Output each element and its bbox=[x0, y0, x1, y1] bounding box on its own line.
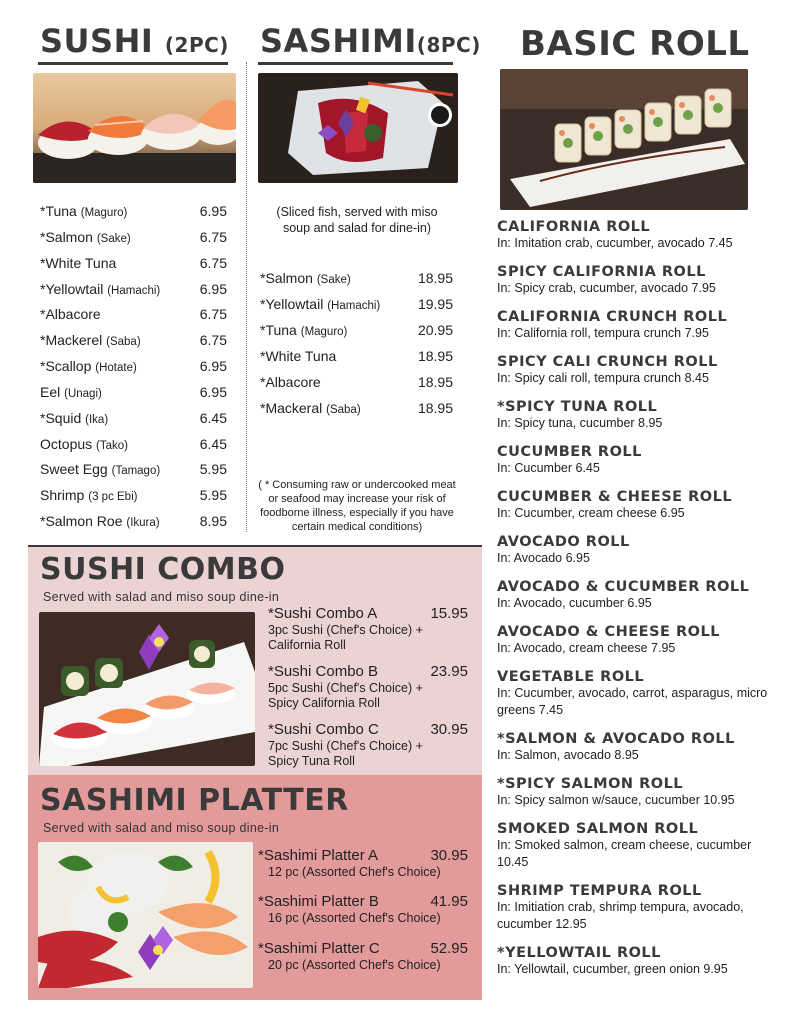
roll-item bbox=[497, 354, 782, 387]
roll-name: SMOKED SALMON ROLL bbox=[497, 821, 699, 837]
item-price: 8.95 bbox=[199, 513, 227, 529]
list-item bbox=[40, 436, 128, 452]
list-item bbox=[260, 400, 361, 416]
combo-description: 5pc Sushi (Chef's Choice) + bbox=[268, 681, 423, 695]
basic-roll-title: BASIC ROLL bbox=[520, 24, 750, 64]
sashimi-title-count: (8PC) bbox=[416, 33, 481, 57]
list-item bbox=[40, 487, 137, 503]
item-name: *White Tuna bbox=[260, 348, 337, 364]
list-item bbox=[260, 296, 380, 312]
roll-description: In: Spicy crab, cucumber, avocado 7.95 bbox=[497, 281, 716, 295]
roll-item bbox=[497, 776, 782, 809]
item-japanese: (Hotate) bbox=[95, 362, 137, 374]
item-japanese: (Maguro) bbox=[80, 207, 128, 219]
item-name: Octopus bbox=[40, 436, 93, 452]
roll-item bbox=[497, 219, 782, 252]
list-item bbox=[40, 384, 102, 400]
roll-item bbox=[497, 399, 782, 432]
sashimi-title-underline bbox=[258, 62, 453, 65]
sushi-photo bbox=[33, 73, 236, 183]
roll-item bbox=[497, 731, 782, 764]
roll-item bbox=[497, 821, 782, 871]
sashimi-description: (Sliced fish, served with miso soup and salad for dine-in) bbox=[276, 205, 438, 235]
item-price: 6.75 bbox=[199, 332, 227, 348]
sushi-combo-subtitle: Served with salad and miso soup dine-in bbox=[43, 590, 280, 604]
item-name: *Scallop bbox=[40, 358, 92, 374]
item-price: 6.45 bbox=[199, 410, 227, 426]
item-price: 6.75 bbox=[199, 255, 227, 271]
item-japanese: (Saba) bbox=[106, 336, 141, 348]
roll-description: In: Avocado, cucumber 6.95 bbox=[497, 596, 652, 610]
list-item bbox=[40, 358, 137, 374]
list-item bbox=[40, 203, 127, 219]
roll-description: In: California roll, tempura crunch 7.95 bbox=[497, 326, 709, 340]
roll-item bbox=[497, 309, 782, 342]
sushi-title-underline bbox=[38, 62, 228, 65]
roll-description: In: Spicy tuna, cucumber 8.95 bbox=[497, 416, 663, 430]
column-divider bbox=[246, 62, 247, 532]
item-price: 6.95 bbox=[199, 384, 227, 400]
platter-description: 20 pc (Assorted Chef's Choice) bbox=[268, 958, 441, 972]
item-price: 18.95 bbox=[417, 270, 453, 286]
roll-name: AVOCADO & CUCUMBER ROLL bbox=[497, 579, 750, 595]
roll-item bbox=[497, 883, 782, 933]
item-price: 19.95 bbox=[417, 296, 453, 312]
combo-description: Spicy Tuna Roll bbox=[268, 754, 355, 768]
roll-name: CALIFORNIA ROLL bbox=[497, 219, 651, 235]
sushi-combo-title: SUSHI COMBO bbox=[40, 552, 286, 587]
roll-description: In: Salmon, avocado 8.95 bbox=[497, 748, 639, 762]
list-item bbox=[40, 255, 116, 271]
roll-description: In: Yellowtail, cucumber, green onion 9.95 bbox=[497, 962, 728, 976]
item-price: 6.95 bbox=[199, 358, 227, 374]
item-name: *Mackeral bbox=[260, 400, 323, 416]
roll-name: SPICY CALIFORNIA ROLL bbox=[497, 264, 706, 280]
sushi-title-count: (2PC) bbox=[164, 33, 229, 57]
combo-description: Spicy California Roll bbox=[268, 696, 380, 710]
raw-food-warning: ( * Consuming raw or undercooked meat or seafood may increase your risk of foodborne illness, especially if you have certain medical conditions) bbox=[258, 479, 456, 533]
roll-item bbox=[497, 444, 782, 477]
item-name: Sweet Egg bbox=[40, 461, 108, 477]
list-item bbox=[260, 322, 347, 338]
roll-name: *SPICY SALMON ROLL bbox=[497, 776, 684, 792]
roll-name: SPICY CALI CRUNCH ROLL bbox=[497, 354, 718, 370]
item-price: 18.95 bbox=[417, 400, 453, 416]
roll-description: In: Avocado 6.95 bbox=[497, 551, 590, 565]
sashimi-platter-subtitle: Served with salad and miso soup dine-in bbox=[43, 821, 280, 835]
roll-description: In: Cucumber, cream cheese 6.95 bbox=[497, 506, 685, 520]
item-japanese: (Hamachi) bbox=[107, 285, 161, 297]
item-name: *Squid bbox=[40, 410, 82, 426]
list-item bbox=[40, 332, 141, 348]
roll-name: *YELLOWTAIL ROLL bbox=[497, 945, 661, 961]
combo-name: *Sushi Combo A bbox=[268, 605, 378, 622]
roll-name: CUCUMBER ROLL bbox=[497, 444, 642, 460]
platter-description: 12 pc (Assorted Chef's Choice) bbox=[268, 865, 441, 879]
roll-name: SHRIMP TEMPURA ROLL bbox=[497, 883, 702, 899]
roll-item bbox=[497, 579, 782, 612]
list-item bbox=[40, 306, 101, 322]
item-japanese: (Tako) bbox=[96, 440, 128, 452]
item-name: *Albacore bbox=[40, 306, 101, 322]
roll-item bbox=[497, 669, 782, 719]
combo-name: *Sushi Combo C bbox=[268, 721, 379, 738]
item-name: *Albacore bbox=[260, 374, 321, 390]
roll-item bbox=[497, 489, 782, 522]
platter-name: *Sashimi Platter A bbox=[258, 847, 379, 864]
combo-description: California Roll bbox=[268, 638, 346, 652]
item-name: *Salmon bbox=[40, 229, 93, 245]
item-name: *Tuna bbox=[260, 322, 297, 338]
roll-item bbox=[497, 534, 782, 567]
item-price: 6.95 bbox=[199, 281, 227, 297]
item-name: *Salmon bbox=[260, 270, 313, 286]
combo-description: 3pc Sushi (Chef's Choice) + bbox=[268, 623, 423, 637]
roll-description: In: Cucumber, avocado, carrot, asparagus, micro greens 7.45 bbox=[497, 686, 768, 717]
item-japanese: (Ika) bbox=[85, 414, 109, 426]
roll-name: *SALMON & AVOCADO ROLL bbox=[497, 731, 735, 747]
sashimi-photo bbox=[258, 73, 458, 183]
item-name: Eel bbox=[40, 384, 61, 400]
item-name: *Mackerel bbox=[40, 332, 103, 348]
item-price: 20.95 bbox=[417, 322, 453, 338]
item-price: 6.95 bbox=[199, 203, 227, 219]
item-japanese: (Unagi) bbox=[64, 388, 102, 400]
platter-price: 52.95 bbox=[430, 940, 468, 957]
roll-description: In: Imitation crab, cucumber, avocado 7.45 bbox=[497, 236, 733, 250]
sashimi-platter-title: SASHIMI PLATTER bbox=[40, 783, 349, 818]
item-japanese: (Sake) bbox=[316, 274, 351, 286]
roll-name: CUCUMBER & CHEESE ROLL bbox=[497, 489, 733, 505]
sashimi-platter-photo bbox=[38, 842, 253, 988]
platter-name: *Sashimi Platter B bbox=[258, 893, 379, 910]
combo-name: *Sushi Combo B bbox=[268, 663, 379, 680]
item-price: 18.95 bbox=[417, 374, 453, 390]
roll-item bbox=[497, 624, 782, 657]
combo-price: 15.95 bbox=[430, 605, 468, 622]
item-name: *White Tuna bbox=[40, 255, 117, 271]
combo-description: 7pc Sushi (Chef's Choice) + bbox=[268, 739, 423, 753]
roll-description: In: Smoked salmon, cream cheese, cucumber 10.45 bbox=[497, 838, 752, 869]
combo-price: 30.95 bbox=[430, 721, 468, 738]
item-price: 5.95 bbox=[199, 487, 227, 503]
item-price: 6.45 bbox=[199, 436, 227, 452]
platter-price: 41.95 bbox=[430, 893, 468, 910]
roll-item bbox=[497, 945, 782, 978]
roll-item bbox=[497, 264, 782, 297]
platter-price: 30.95 bbox=[430, 847, 468, 864]
roll-name: VEGETABLE ROLL bbox=[497, 669, 645, 685]
list-item bbox=[40, 410, 108, 426]
list-item bbox=[40, 513, 160, 529]
sashimi-title bbox=[260, 22, 481, 60]
item-japanese: (Saba) bbox=[326, 404, 361, 416]
roll-description: In: Avocado, cream cheese 7.95 bbox=[497, 641, 676, 655]
item-japanese: (Maguro) bbox=[300, 326, 348, 338]
item-japanese: (Ikura) bbox=[126, 517, 160, 529]
item-name: *Yellowtail bbox=[40, 281, 104, 297]
sushi-title bbox=[40, 22, 229, 60]
item-price: 6.75 bbox=[199, 229, 227, 245]
platter-description: 16 pc (Assorted Chef's Choice) bbox=[268, 911, 441, 925]
item-japanese: (Sake) bbox=[96, 233, 131, 245]
item-name: *Salmon Roe bbox=[40, 513, 123, 529]
sushi-combo-photo bbox=[39, 612, 255, 766]
list-item bbox=[260, 374, 321, 390]
item-japanese: (Tamago) bbox=[111, 465, 161, 477]
item-japanese: (Hamachi) bbox=[327, 300, 381, 312]
roll-name: CALIFORNIA CRUNCH ROLL bbox=[497, 309, 728, 325]
item-name: *Tuna bbox=[40, 203, 77, 219]
roll-description: In: Cucumber 6.45 bbox=[497, 461, 600, 475]
roll-description: In: Spicy cali roll, tempura crunch 8.45 bbox=[497, 371, 709, 385]
item-japanese: (3 pc Ebi) bbox=[88, 491, 138, 503]
basic-roll-photo bbox=[500, 69, 748, 210]
roll-description: In: Imitiation crab, shrimp tempura, avocado, cucumber 12.95 bbox=[497, 900, 744, 931]
list-item bbox=[260, 348, 336, 364]
roll-name: *SPICY TUNA ROLL bbox=[497, 399, 658, 415]
item-price: 5.95 bbox=[199, 461, 227, 477]
list-item bbox=[40, 281, 160, 297]
roll-description: In: Spicy salmon w/sauce, cucumber 10.95 bbox=[497, 793, 735, 807]
sushi-title-main: SUSHI bbox=[40, 22, 154, 60]
roll-name: AVOCADO & CHEESE ROLL bbox=[497, 624, 720, 640]
list-item bbox=[260, 270, 351, 286]
list-item bbox=[40, 229, 131, 245]
item-name: Shrimp bbox=[40, 487, 85, 503]
item-price: 18.95 bbox=[417, 348, 453, 364]
platter-name: *Sashimi Platter C bbox=[258, 940, 380, 957]
sashimi-title-main: SASHIMI bbox=[260, 22, 417, 60]
item-name: *Yellowtail bbox=[260, 296, 324, 312]
item-price: 6.75 bbox=[199, 306, 227, 322]
roll-name: AVOCADO ROLL bbox=[497, 534, 630, 550]
combo-price: 23.95 bbox=[430, 663, 468, 680]
list-item bbox=[40, 461, 160, 477]
